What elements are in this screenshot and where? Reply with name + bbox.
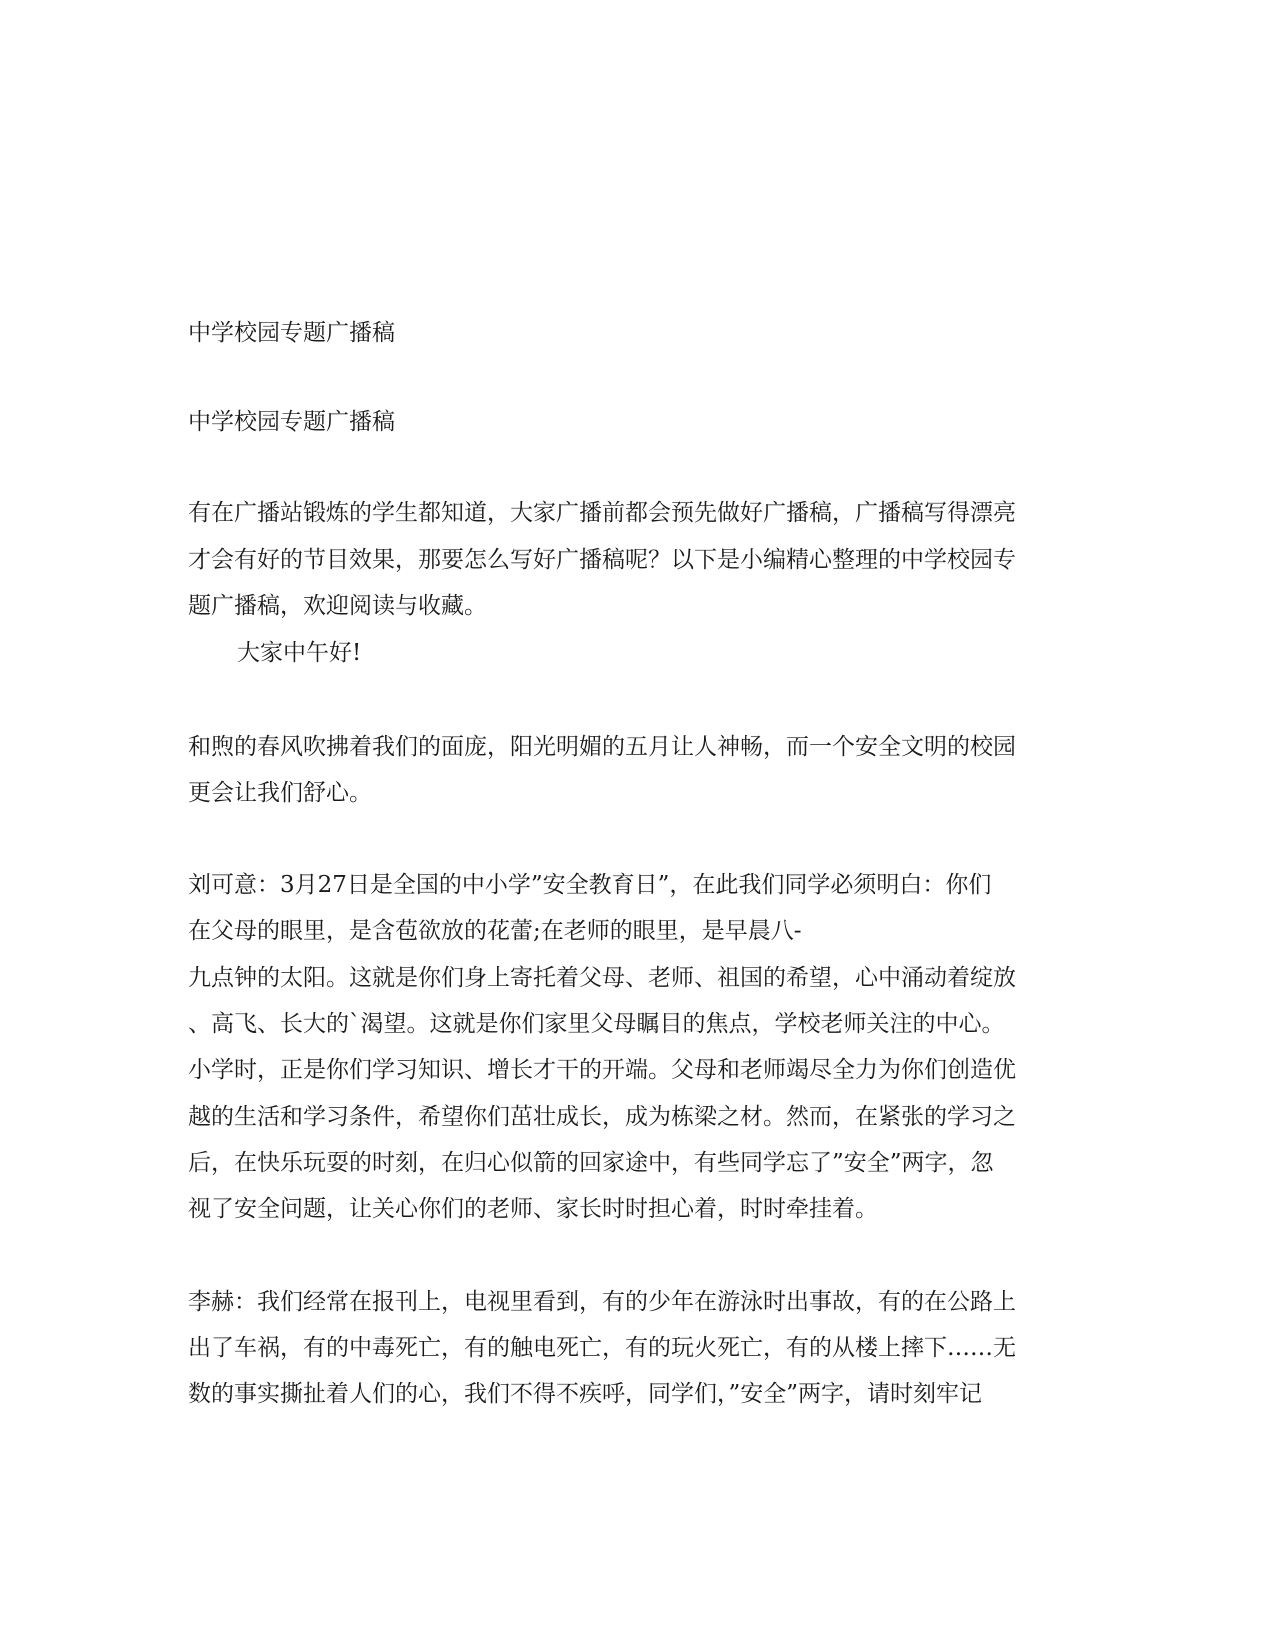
para2-line-5: 小学时，正是你们学习知识、增长才干的开端。父母和老师竭尽全力为你们创造优	[188, 1057, 1016, 1083]
para2-line-4: 、高飞、长大的`渴望。这就是你们家里父母瞩目的焦点，学校老师关注的中心。	[188, 1011, 1005, 1037]
para1-line-1: 和煦的春风吹拂着我们的面庞，阳光明媚的五月让人神畅，而一个安全文明的校园	[188, 734, 1016, 760]
intro-line-2: 才会有好的节目效果，那要怎么写好广播稿呢？以下是小编精心整理的中学校园专	[188, 547, 1016, 573]
para2-line-1: 刘可意：3月27日是全国的中小学”安全教育日”，在此我们同学必须明白：你们	[188, 872, 992, 898]
document-subtitle: 中学校园专题广播稿	[188, 409, 395, 435]
para3-line-1: 李赫：我们经常在报刊上，电视里看到，有的少年在游泳时出事故，有的在公路上	[188, 1289, 1016, 1315]
document-title: 中学校园专题广播稿	[188, 320, 395, 346]
intro-line-3: 题广播稿，欢迎阅读与收藏。	[188, 593, 487, 619]
para2-line-7: 后，在快乐玩耍的时刻，在归心似箭的回家途中，有些同学忘了”安全”两字，忽	[188, 1150, 994, 1176]
para2-line-6: 越的生活和学习条件，希望你们茁壮成长，成为栋梁之材。然而，在紧张的学习之	[188, 1104, 1016, 1130]
para2-line-8: 视了安全问题，让关心你们的老师、家长时时担心着，时时牵挂着。	[188, 1196, 878, 1222]
para2-line-3: 九点钟的太阳。这就是你们身上寄托着父母、老师、祖国的希望，心中涌动着绽放	[188, 965, 1016, 991]
intro-line-1: 有在广播站锻炼的学生都知道，大家广播前都会预先做好广播稿，广播稿写得漂亮	[188, 500, 1016, 526]
para2-line-2: 在父母的眼里，是含苞欲放的花蕾;在老师的眼里，是早晨八-	[188, 918, 802, 944]
para3-line-3: 数的事实撕扯着人们的心，我们不得不疾呼，同学们，”安全”两字，请时刻牢记	[188, 1381, 983, 1407]
para3-line-2: 出了车祸，有的中毒死亡，有的触电死亡，有的玩火死亡，有的从楼上摔下……无	[188, 1335, 1016, 1361]
para1-line-2: 更会让我们舒心。	[188, 780, 372, 806]
greeting: 大家中午好!	[237, 640, 362, 666]
